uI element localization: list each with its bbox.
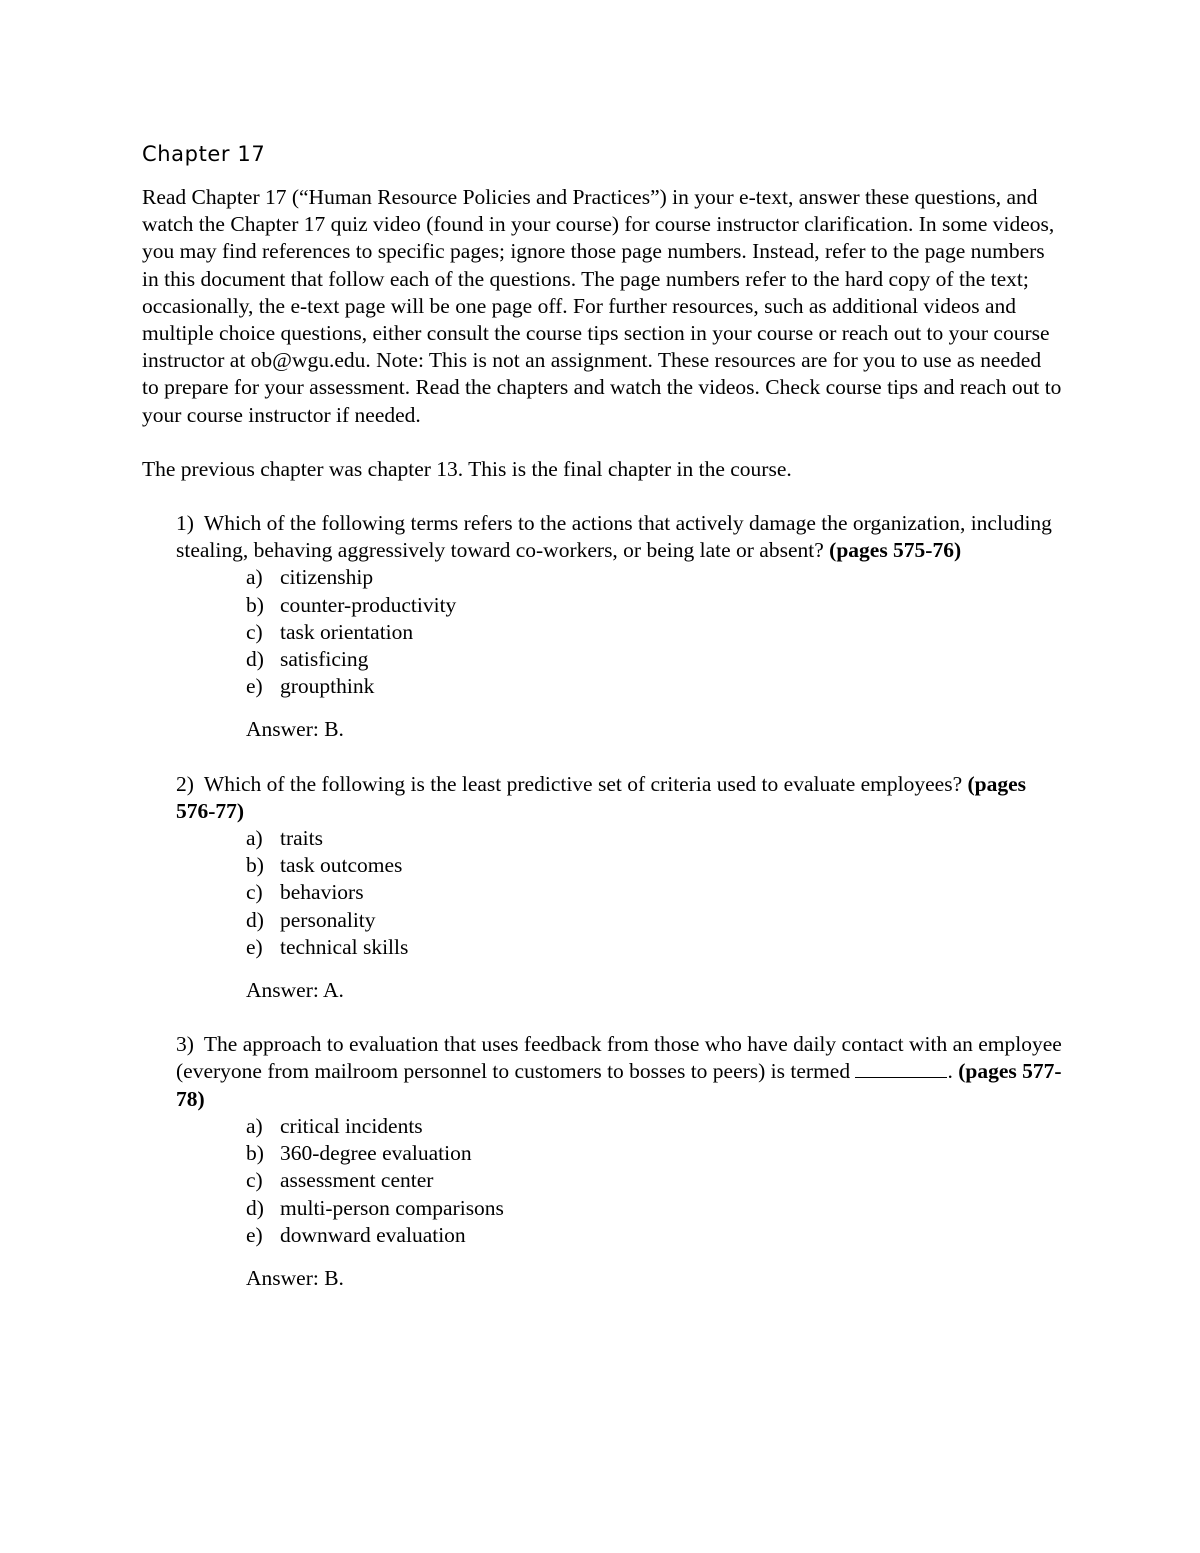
question-text	[176, 510, 1062, 564]
option-item	[246, 825, 1062, 852]
option-letter: e)	[246, 934, 263, 959]
option-item	[246, 1167, 1062, 1194]
option-item	[246, 1195, 1062, 1222]
option-item	[246, 1222, 1062, 1249]
question-text	[176, 1031, 1062, 1113]
question-3	[176, 1031, 1062, 1292]
option-letter: e)	[246, 1222, 263, 1247]
question-number: 3)	[176, 1032, 194, 1057]
option-text: technical skills	[280, 934, 409, 959]
answer-options	[176, 825, 1062, 961]
option-letter: d)	[246, 1195, 264, 1220]
option-text: downward evaluation	[280, 1222, 466, 1247]
fill-in-blank	[855, 1059, 947, 1078]
answer-options	[176, 1113, 1062, 1249]
option-letter: c)	[246, 1168, 263, 1193]
answer-line: Answer: B.	[246, 717, 344, 742]
option-letter: e)	[246, 674, 263, 699]
option-item	[246, 592, 1062, 619]
option-text: multi-person comparisons	[280, 1195, 504, 1220]
option-letter: b)	[246, 1141, 264, 1166]
option-text: behaviors	[280, 880, 364, 905]
option-text: assessment center	[280, 1168, 434, 1193]
option-text: task orientation	[280, 619, 414, 644]
option-text: task outcomes	[280, 853, 403, 878]
question-1	[176, 510, 1062, 744]
option-text: citizenship	[280, 565, 374, 590]
chapter-note: The previous chapter was chapter 13. This is the final chapter in the course.	[142, 456, 792, 481]
option-letter: d)	[246, 647, 264, 672]
intro-paragraph: Read Chapter 17 (“Human Resource Policies and Practices”) in your e-text, answer these questions, and watch the Chapter 17 quiz video (found in your course) for course instructor clarification. In some videos, you may find references to specific pages; ignore those page numbers. Instead, refer to the page numbers in this document that follow each of the questions. The page numbers refer to the hard copy of the text; occasionally, the e-text page will be one page off. For further resources, such as additional videos and multiple choice questions, either consult the course tips section in your course or reach out to your course instructor at ob@wgu.edu. Note: This is not an assignment. These resources are for you to use as needed to prepare for your assessment. Read the chapters and watch the videos. Check course tips and reach out to your course instructor if needed.	[142, 185, 1062, 427]
option-item	[246, 1113, 1062, 1140]
option-item	[246, 934, 1062, 961]
option-item	[246, 1140, 1062, 1167]
question-number: 1)	[176, 511, 194, 536]
option-item	[246, 907, 1062, 934]
question-body-end: .	[947, 1059, 959, 1084]
document-page	[142, 138, 1062, 1292]
answer-options	[176, 564, 1062, 700]
question-number: 2)	[176, 771, 194, 796]
option-text: 360-degree evaluation	[280, 1141, 472, 1166]
option-text: traits	[280, 826, 323, 851]
option-item	[246, 879, 1062, 906]
option-text: counter-productivity	[280, 592, 457, 617]
answer-line: Answer: A.	[246, 978, 344, 1003]
option-letter: a)	[246, 826, 263, 851]
option-letter: b)	[246, 592, 264, 617]
option-letter: b)	[246, 853, 264, 878]
question-text	[176, 771, 1062, 825]
page-reference: (pages 577-78)	[176, 1059, 1062, 1111]
option-item	[246, 619, 1062, 646]
page-reference: (pages 575-76)	[829, 538, 962, 563]
question-body: Which of the following terms refers to the actions that actively damage the organization, including stealing, behaving aggressively toward co-workers, or being late or absent?	[176, 511, 1052, 563]
option-letter: c)	[246, 619, 263, 644]
option-text: groupthink	[280, 674, 375, 699]
option-letter: d)	[246, 907, 264, 932]
option-text: critical incidents	[280, 1113, 423, 1138]
option-item	[246, 564, 1062, 591]
chapter-title: Chapter 17	[142, 142, 266, 166]
option-letter: c)	[246, 880, 263, 905]
answer-line: Answer: B.	[246, 1265, 344, 1290]
option-letter: a)	[246, 565, 263, 590]
page-reference: (pages 576-77)	[176, 771, 1027, 823]
option-letter: a)	[246, 1113, 263, 1138]
option-text: personality	[280, 907, 376, 932]
question-body: The approach to evaluation that uses feedback from those who have daily contact with an employee (everyone from mailroom personnel to customers to bosses to peers) is termed	[176, 1032, 1062, 1084]
option-text: satisficing	[280, 647, 369, 672]
question-body: Which of the following is the least predictive set of criteria used to evaluate employees?	[203, 771, 968, 796]
option-item	[246, 852, 1062, 879]
option-item	[246, 673, 1062, 700]
option-item	[246, 646, 1062, 673]
question-2	[176, 771, 1062, 1005]
